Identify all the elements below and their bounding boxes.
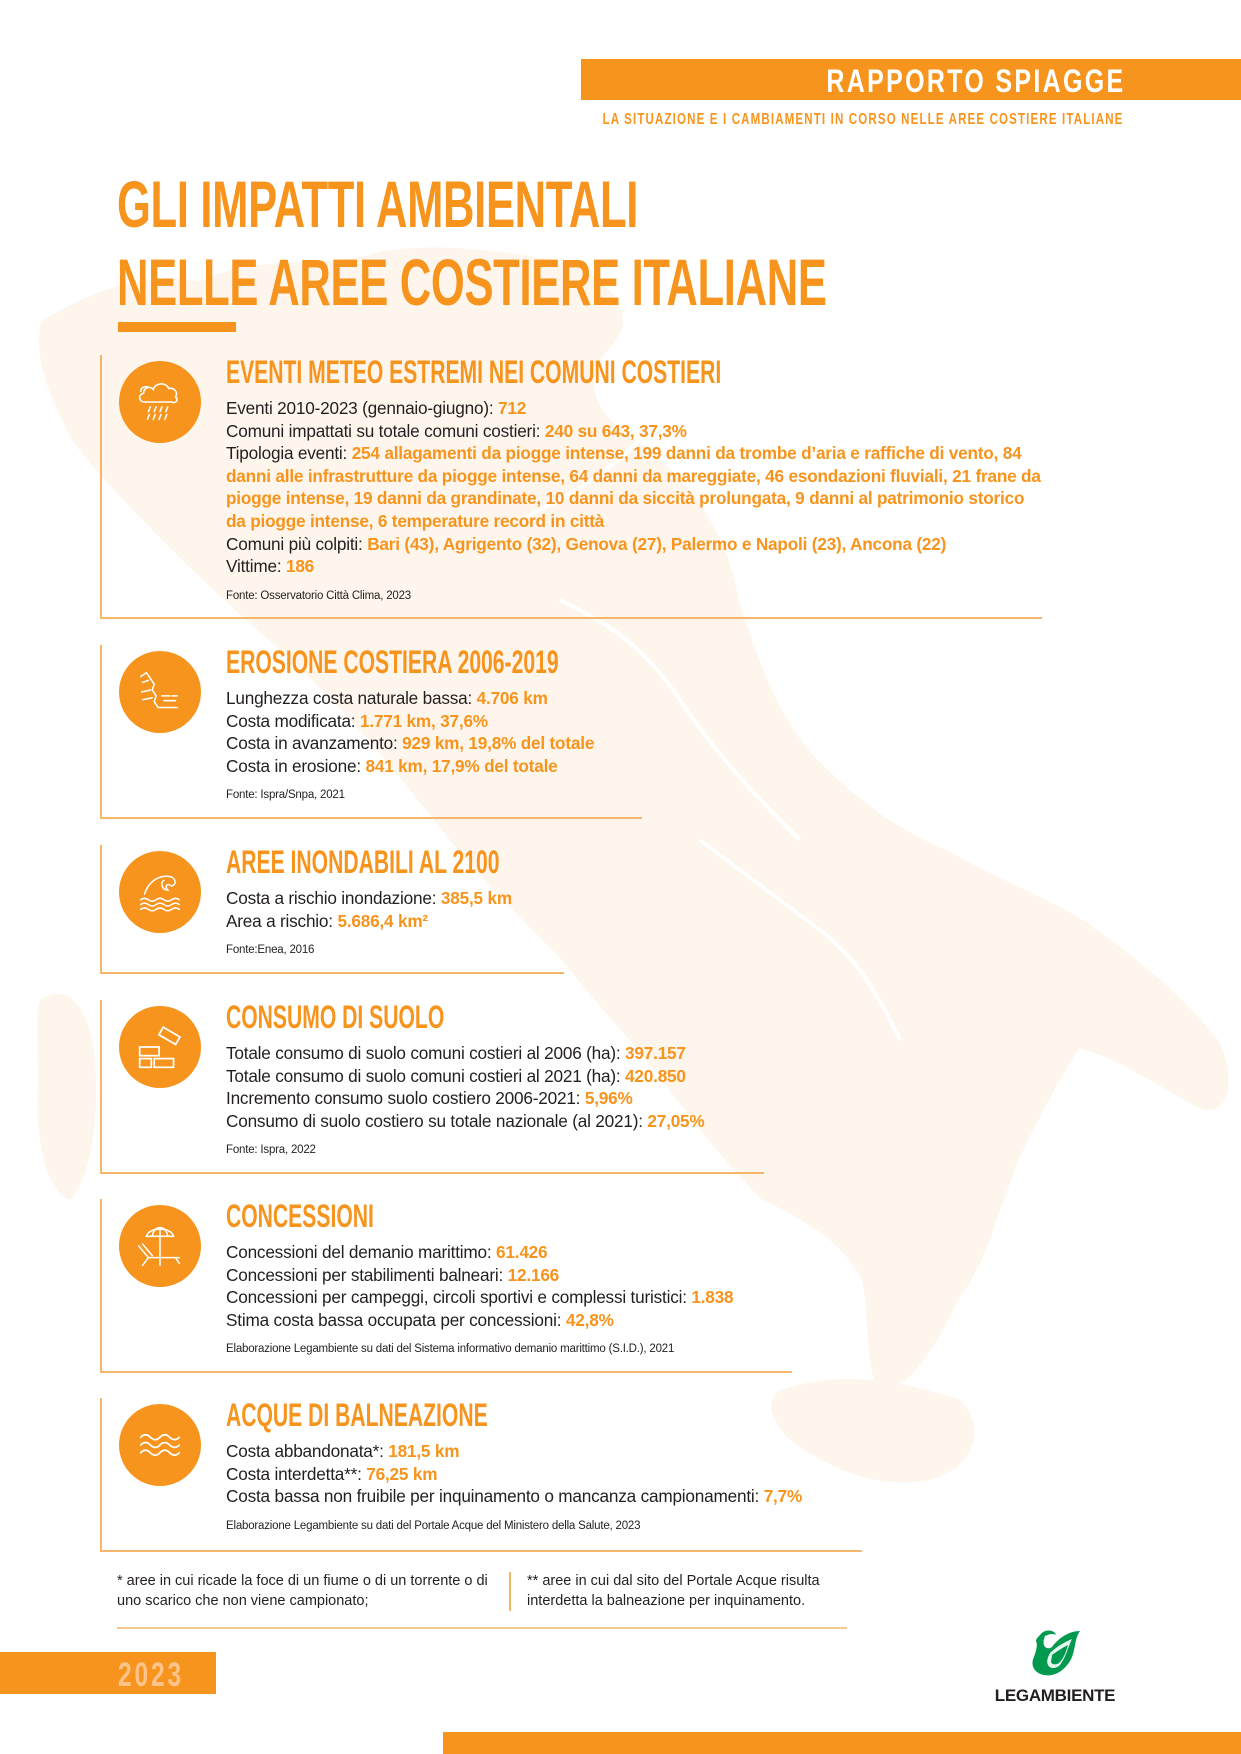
stat-row <box>226 1241 733 1264</box>
section-body <box>226 845 640 956</box>
stat-value: 841 km, 17,9% del totale <box>365 755 558 776</box>
stat-value: 76,25 km <box>366 1463 438 1484</box>
stat-row <box>226 1485 802 1508</box>
page-title-line-2: NELLE AREE COSTIERE ITALIANE <box>117 245 827 319</box>
stat-label: Consumo di suolo costiero su totale nazionale (al 2021): <box>226 1110 648 1131</box>
stat-row <box>226 1440 802 1463</box>
page-title-line-1: GLI IMPATTI AMBIENTALI <box>117 167 639 241</box>
stat-value: 61.426 <box>496 1242 548 1262</box>
footnotes <box>117 1572 867 1611</box>
stat-row <box>226 1309 733 1332</box>
footnote-single-star: * aree in cui ricade la foce di un fiume o di un torrente o di uno scarico che non viene campionato; <box>117 1572 511 1611</box>
report-header-bar <box>581 59 1241 100</box>
source-note: Fonte: Osservatorio Città Clima, 2023 <box>226 589 411 602</box>
report-title: RAPPORTO SPIAGGE <box>825 63 1125 99</box>
stat-label: Costa in avanzamento: <box>226 733 403 754</box>
stat-label: Incremento consumo suolo costiero 2006-2021: <box>226 1088 585 1109</box>
stat-value: 27,05% <box>647 1110 705 1131</box>
stat-row <box>226 555 1046 578</box>
stat-label: Eventi 2010-2023 (gennaio-giugno): <box>226 398 499 418</box>
stat-value: 254 allagamenti da piogge intense, 199 danni da trombe d’aria e raffiche di vento, 84 danni alle infrastrutture da piogge intense, 64 danni da mareggiate, 46 esondazioni fluviali, 21 frane da piogge intense, 19 danni da grandinate, 10 danni da siccità prolungata, 9 danni al patrimonio storico da piogge intense, 6 temperature record in città <box>226 443 1041 531</box>
stat-label: Costa abbandonata*: <box>226 1441 389 1461</box>
stat-row <box>226 1110 705 1133</box>
stat-label: Comuni più colpiti: <box>226 533 368 554</box>
section-flood-areas <box>100 845 564 974</box>
year-label: 2023 <box>118 1656 184 1694</box>
stat-row <box>226 687 730 710</box>
stat-row <box>226 420 1046 443</box>
source-note: Fonte: Ispra, 2022 <box>226 1144 316 1157</box>
stat-label: Totale consumo di suolo comuni costieri al 2006 (ha): <box>226 1043 626 1063</box>
stat-label: Stima costa bassa occupata per concessioni: <box>226 1309 566 1330</box>
stat-row <box>226 910 640 933</box>
stat-label: Totale consumo di suolo comuni costieri al 2021 (ha): <box>226 1065 626 1086</box>
section-title: CONSUMO DI SUOLO <box>226 999 445 1035</box>
stat-row <box>226 397 1046 420</box>
stat-row <box>226 442 1046 532</box>
stat-value: 12.166 <box>507 1264 560 1285</box>
year-bar <box>0 1652 216 1694</box>
stat-label: Costa bassa non fruibile per inquinamento o mancanza campionamenti: <box>226 1486 764 1507</box>
stat-label: Lunghezza costa naturale bassa: <box>226 688 477 708</box>
section-title: AREE INONDABILI AL 2100 <box>226 844 500 880</box>
stat-value: 186 <box>285 556 315 577</box>
stat-value: 5,96% <box>584 1088 633 1109</box>
stat-row <box>226 533 1046 556</box>
section-body <box>226 645 730 801</box>
report-subtitle: LA SITUAZIONE E I CAMBIAMENTI IN CORSO NELLE AREE COSTIERE ITALIANE <box>603 111 1124 128</box>
stat-value: 929 km, 19,8% del totale <box>402 733 595 754</box>
section-body <box>226 1000 705 1156</box>
section-title: ACQUE DI BALNEAZIONE <box>226 1397 488 1433</box>
title-underline <box>118 322 236 332</box>
stat-value: 1.771 km, 37,6% <box>359 710 488 731</box>
stat-value: 385,5 km <box>440 888 512 908</box>
stat-value: 420.850 <box>625 1065 686 1086</box>
rain-cloud-icon <box>119 361 201 443</box>
source-note: Fonte: Ispra/Snpa, 2021 <box>226 789 345 802</box>
water-waves-icon <box>119 1404 201 1486</box>
source-note: Elaborazione Legambiente su dati del Sistema informativo demanio marittimo (S.I.D.), 2021 <box>226 1343 675 1356</box>
bottom-accent-bar <box>443 1732 1241 1754</box>
stat-value: 240 su 643, 37,3% <box>544 420 687 441</box>
stat-label: Concessioni del demanio marittimo: <box>226 1242 497 1262</box>
stat-value: Bari (43), Agrigento (32), Genova (27), Palermo e Napoli (23), Ancona (22) <box>367 533 947 554</box>
swan-logo-icon <box>1024 1625 1086 1683</box>
stat-value: 712 <box>498 398 527 418</box>
section-body <box>226 355 1046 602</box>
stat-label: Area a rischio: <box>226 910 338 931</box>
stat-value: 42,8% <box>565 1309 614 1330</box>
footnote-divider <box>117 1627 847 1629</box>
stat-row <box>226 1264 733 1287</box>
section-concessions <box>100 1199 792 1373</box>
stat-row <box>226 1463 802 1486</box>
stat-row <box>226 1286 733 1309</box>
stat-value: 7,7% <box>763 1486 803 1507</box>
stat-label: Concessioni per stabilimenti balneari: <box>226 1264 508 1285</box>
stat-row <box>226 1042 705 1065</box>
stat-row <box>226 1065 705 1088</box>
stat-value: 181,5 km <box>388 1441 460 1461</box>
page-title <box>117 165 827 321</box>
stat-value: 5.686,4 km² <box>337 910 428 931</box>
tidal-wave-icon <box>119 851 201 933</box>
legambiente-logo <box>985 1625 1125 1706</box>
stat-label: Costa a rischio inondazione: <box>226 888 441 908</box>
section-bathing-waters <box>100 1398 862 1552</box>
section-title: EROSIONE COSTIERA 2006-2019 <box>226 644 559 680</box>
stat-row <box>226 1087 705 1110</box>
section-title: CONCESSIONI <box>226 1198 374 1234</box>
stat-value: 4.706 km <box>476 688 548 708</box>
beach-umbrella-lounger-icon <box>119 1205 201 1287</box>
stat-row <box>226 887 640 910</box>
stat-value: 1.838 <box>691 1287 734 1308</box>
footnote-double-star: ** aree in cui dal sito del Portale Acque risulta interdetta la balneazione per inquinamento. <box>527 1573 820 1609</box>
source-note: Elaborazione Legambiente su dati del Portale Acque del Ministero della Salute, 2023 <box>226 1519 641 1532</box>
section-extreme-weather <box>100 355 1042 619</box>
stat-label: Tipologia eventi: <box>226 443 352 464</box>
section-coastal-erosion <box>100 645 642 819</box>
logo-text: LEGAMBIENTE <box>994 1686 1116 1705</box>
section-body <box>226 1199 733 1355</box>
stat-row <box>226 710 730 733</box>
cliff-erosion-icon <box>119 651 201 733</box>
stat-label: Comuni impattati su totale comuni costieri: <box>226 420 545 441</box>
stat-row <box>226 732 730 755</box>
stat-label: Vittime: <box>226 556 286 577</box>
section-title: EVENTI METEO ESTREMI NEI COMUNI COSTIERI <box>226 354 722 390</box>
stat-label: Costa in erosione: <box>226 755 366 776</box>
source-note: Fonte:Enea, 2016 <box>226 944 315 957</box>
stat-label: Costa interdetta**: <box>226 1463 367 1484</box>
section-land-consumption <box>100 1000 764 1174</box>
stat-value: 397.157 <box>625 1043 686 1063</box>
bricks-icon <box>119 1006 201 1088</box>
stat-label: Concessioni per campeggi, circoli sportivi e complessi turistici: <box>226 1287 692 1308</box>
section-body <box>226 1398 802 1532</box>
stat-label: Costa modificata: <box>226 710 360 731</box>
stat-row <box>226 755 730 778</box>
